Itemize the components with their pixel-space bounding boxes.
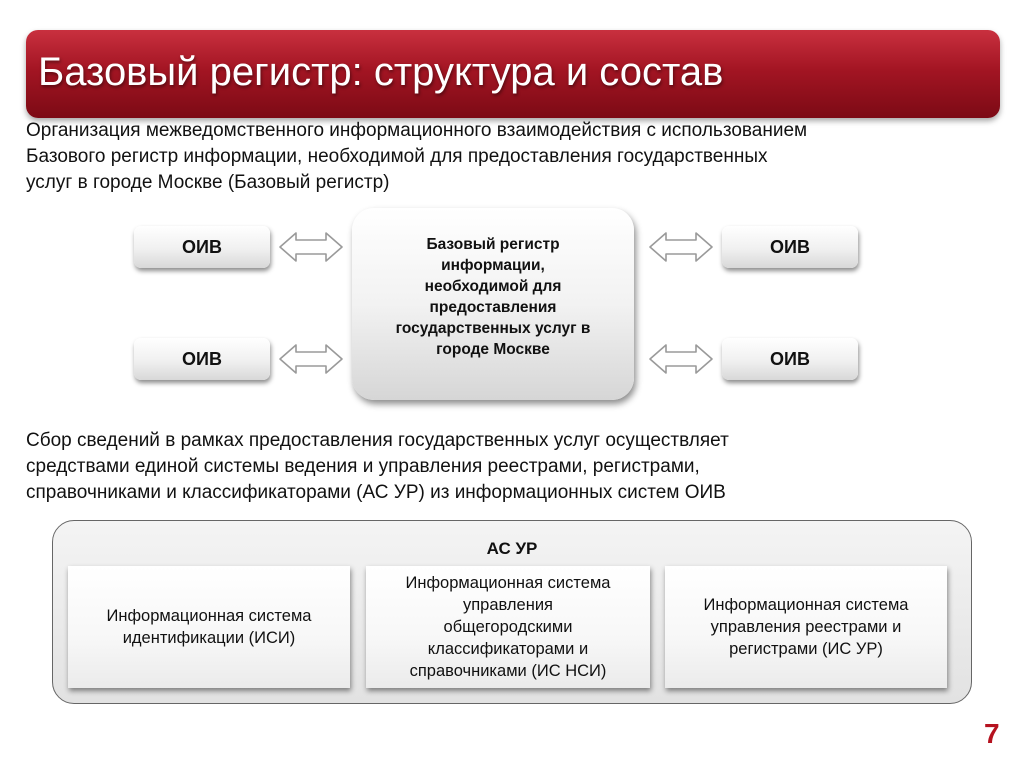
collection-paragraph [26,428,986,506]
collection-line: средствами единой системы ведения и управления реестрами, регистрами, [26,456,700,477]
system-card-line: регистрами (ИС УР) [729,640,883,658]
system-card-line: справочниками (ИС НСИ) [409,662,607,680]
base-register-line: государственных услуг в [395,320,591,337]
system-card-line: Информационная система [703,596,909,614]
base-register-line: Базовый регистр [426,236,560,253]
asur-title: АС УР [486,539,538,558]
oiv-box-top-left: ОИВ [134,226,270,268]
intro-line: услуг в городе Москве (Базовый регистр) [26,172,390,193]
intro-line: Базового регистр информации, необходимой для предоставления государственных [26,146,768,167]
base-register-box [352,208,634,400]
base-register-line: городе Москве [436,341,550,358]
system-card-line: классификаторами и [427,640,589,658]
system-card-nsi [366,566,650,688]
base-register-line: информации, [441,257,545,274]
system-card-line: Информационная система [106,607,312,625]
base-register-line: необходимой для [424,278,562,295]
system-card-line: управления реестрами и [710,618,902,636]
double-arrow-icon [648,231,714,263]
system-card-line: идентификации (ИСИ) [122,629,296,647]
system-card-line: управления [462,596,553,614]
double-arrow-icon [278,343,344,375]
system-card-isi [68,566,350,688]
base-register-line: предоставления [429,299,557,316]
intro-line: Организация межведомственного информационного взаимодействия с использованием [26,120,808,141]
page-number: 7 [984,718,1000,749]
system-card-line: Информационная система [405,574,611,592]
system-card-ur [665,566,947,688]
collection-line: справочниками и классификаторами (АС УР) из информационных систем ОИВ [26,482,726,503]
double-arrow-icon [278,231,344,263]
oiv-box-bottom-left: ОИВ [134,338,270,380]
oiv-box-bottom-right: ОИВ [722,338,858,380]
system-card-line: общегородскими [443,618,573,636]
double-arrow-icon [648,343,714,375]
oiv-box-top-right: ОИВ [722,226,858,268]
collection-line: Сбор сведений в рамках предоставления государственных услуг осуществляет [26,430,729,451]
title-bar [26,30,1000,118]
intro-paragraph [26,118,986,196]
slide-title: Базовый регистр: структура и состав [38,50,724,94]
